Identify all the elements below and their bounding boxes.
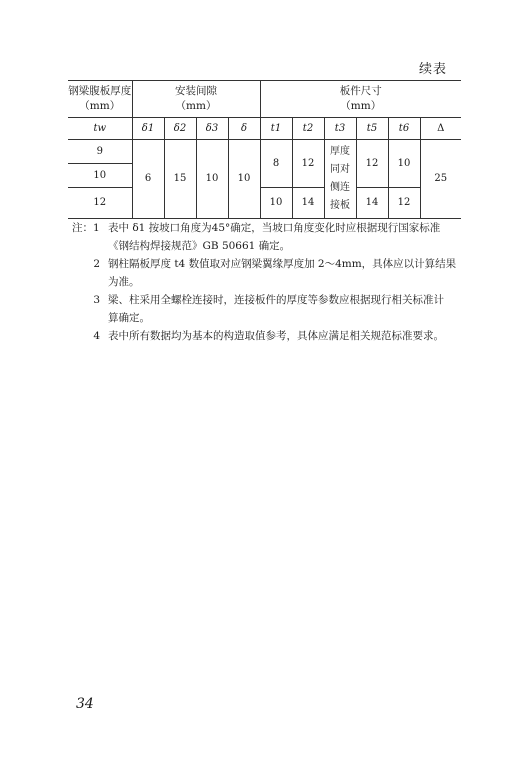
notes (72, 219, 468, 345)
spec-table (68, 80, 461, 219)
note-lead: 2 (93, 258, 100, 270)
symbol-row (68, 118, 461, 140)
note-lead: 注：1 (72, 222, 100, 234)
header-web-thickness: 钢梁腹板厚度 （mm） (68, 81, 132, 118)
table-row (68, 140, 461, 164)
symbol-t1: t1 (260, 118, 292, 140)
cell-t1-b: 10 (260, 188, 292, 219)
note-4 (72, 327, 468, 345)
symbol-delta: δ (228, 118, 260, 140)
symbol-big-delta: Δ (420, 118, 461, 140)
header-plate: 板件尺寸 （mm） (260, 81, 461, 118)
continued-label: 续表 (418, 62, 447, 77)
symbol-delta3: δ3 (196, 118, 228, 140)
cell-tw-9: 9 (68, 140, 132, 164)
note-2 (72, 255, 468, 291)
cell-tw-10: 10 (68, 164, 132, 188)
cell-t6-b: 12 (388, 188, 420, 219)
cell-t2-b: 14 (292, 188, 324, 219)
cell-t5-a: 12 (356, 140, 388, 188)
cell-t6-a: 10 (388, 140, 420, 188)
cell-t5-b: 14 (356, 188, 388, 219)
cell-delta: 10 (228, 140, 260, 219)
symbol-delta2: δ2 (164, 118, 196, 140)
table-row (68, 188, 461, 219)
header-row (68, 81, 461, 118)
cell-delta3: 10 (196, 140, 228, 219)
symbol-t3: t3 (324, 118, 356, 140)
cell-t2-a: 12 (292, 140, 324, 188)
note-body: 表中所有数据均为基本的构造取值参考，具体应满足相关规范标准要求。 (108, 330, 444, 342)
page-number: 34 (76, 696, 94, 712)
cell-big-delta: 25 (420, 140, 461, 219)
symbol-delta1: δ1 (132, 118, 164, 140)
note-body: 梁、柱采用全螺栓连接时，连接板件的厚度等参数应根据现行相关标准计 算确定。 (108, 294, 444, 324)
note-body: 表中 δ1 按坡口角度为45°确定，当坡口角度变化时应根据现行国家标准 《钢结构焊接规范》GB 50661 确定。 (108, 222, 441, 252)
header-gap: 安装间隙 （mm） (132, 81, 260, 118)
note-body: 钢柱隔板厚度 t4 数值取对应钢梁翼缘厚度加 2～4mm，具体应以计算结果 为准。 (108, 258, 457, 288)
symbol-tw: tw (68, 118, 132, 140)
note-lead: 3 (93, 294, 100, 306)
symbol-t6: t6 (388, 118, 420, 140)
cell-delta1: 6 (132, 140, 164, 219)
cell-t1-a: 8 (260, 140, 292, 188)
note-1 (72, 219, 468, 255)
symbol-t5: t5 (356, 118, 388, 140)
cell-delta2: 15 (164, 140, 196, 219)
cell-tw-12: 12 (68, 188, 132, 219)
note-3 (72, 291, 468, 327)
symbol-t2: t2 (292, 118, 324, 140)
note-lead: 4 (93, 330, 100, 342)
cell-t3: 厚度 同对 侧连 接板 (324, 140, 356, 219)
